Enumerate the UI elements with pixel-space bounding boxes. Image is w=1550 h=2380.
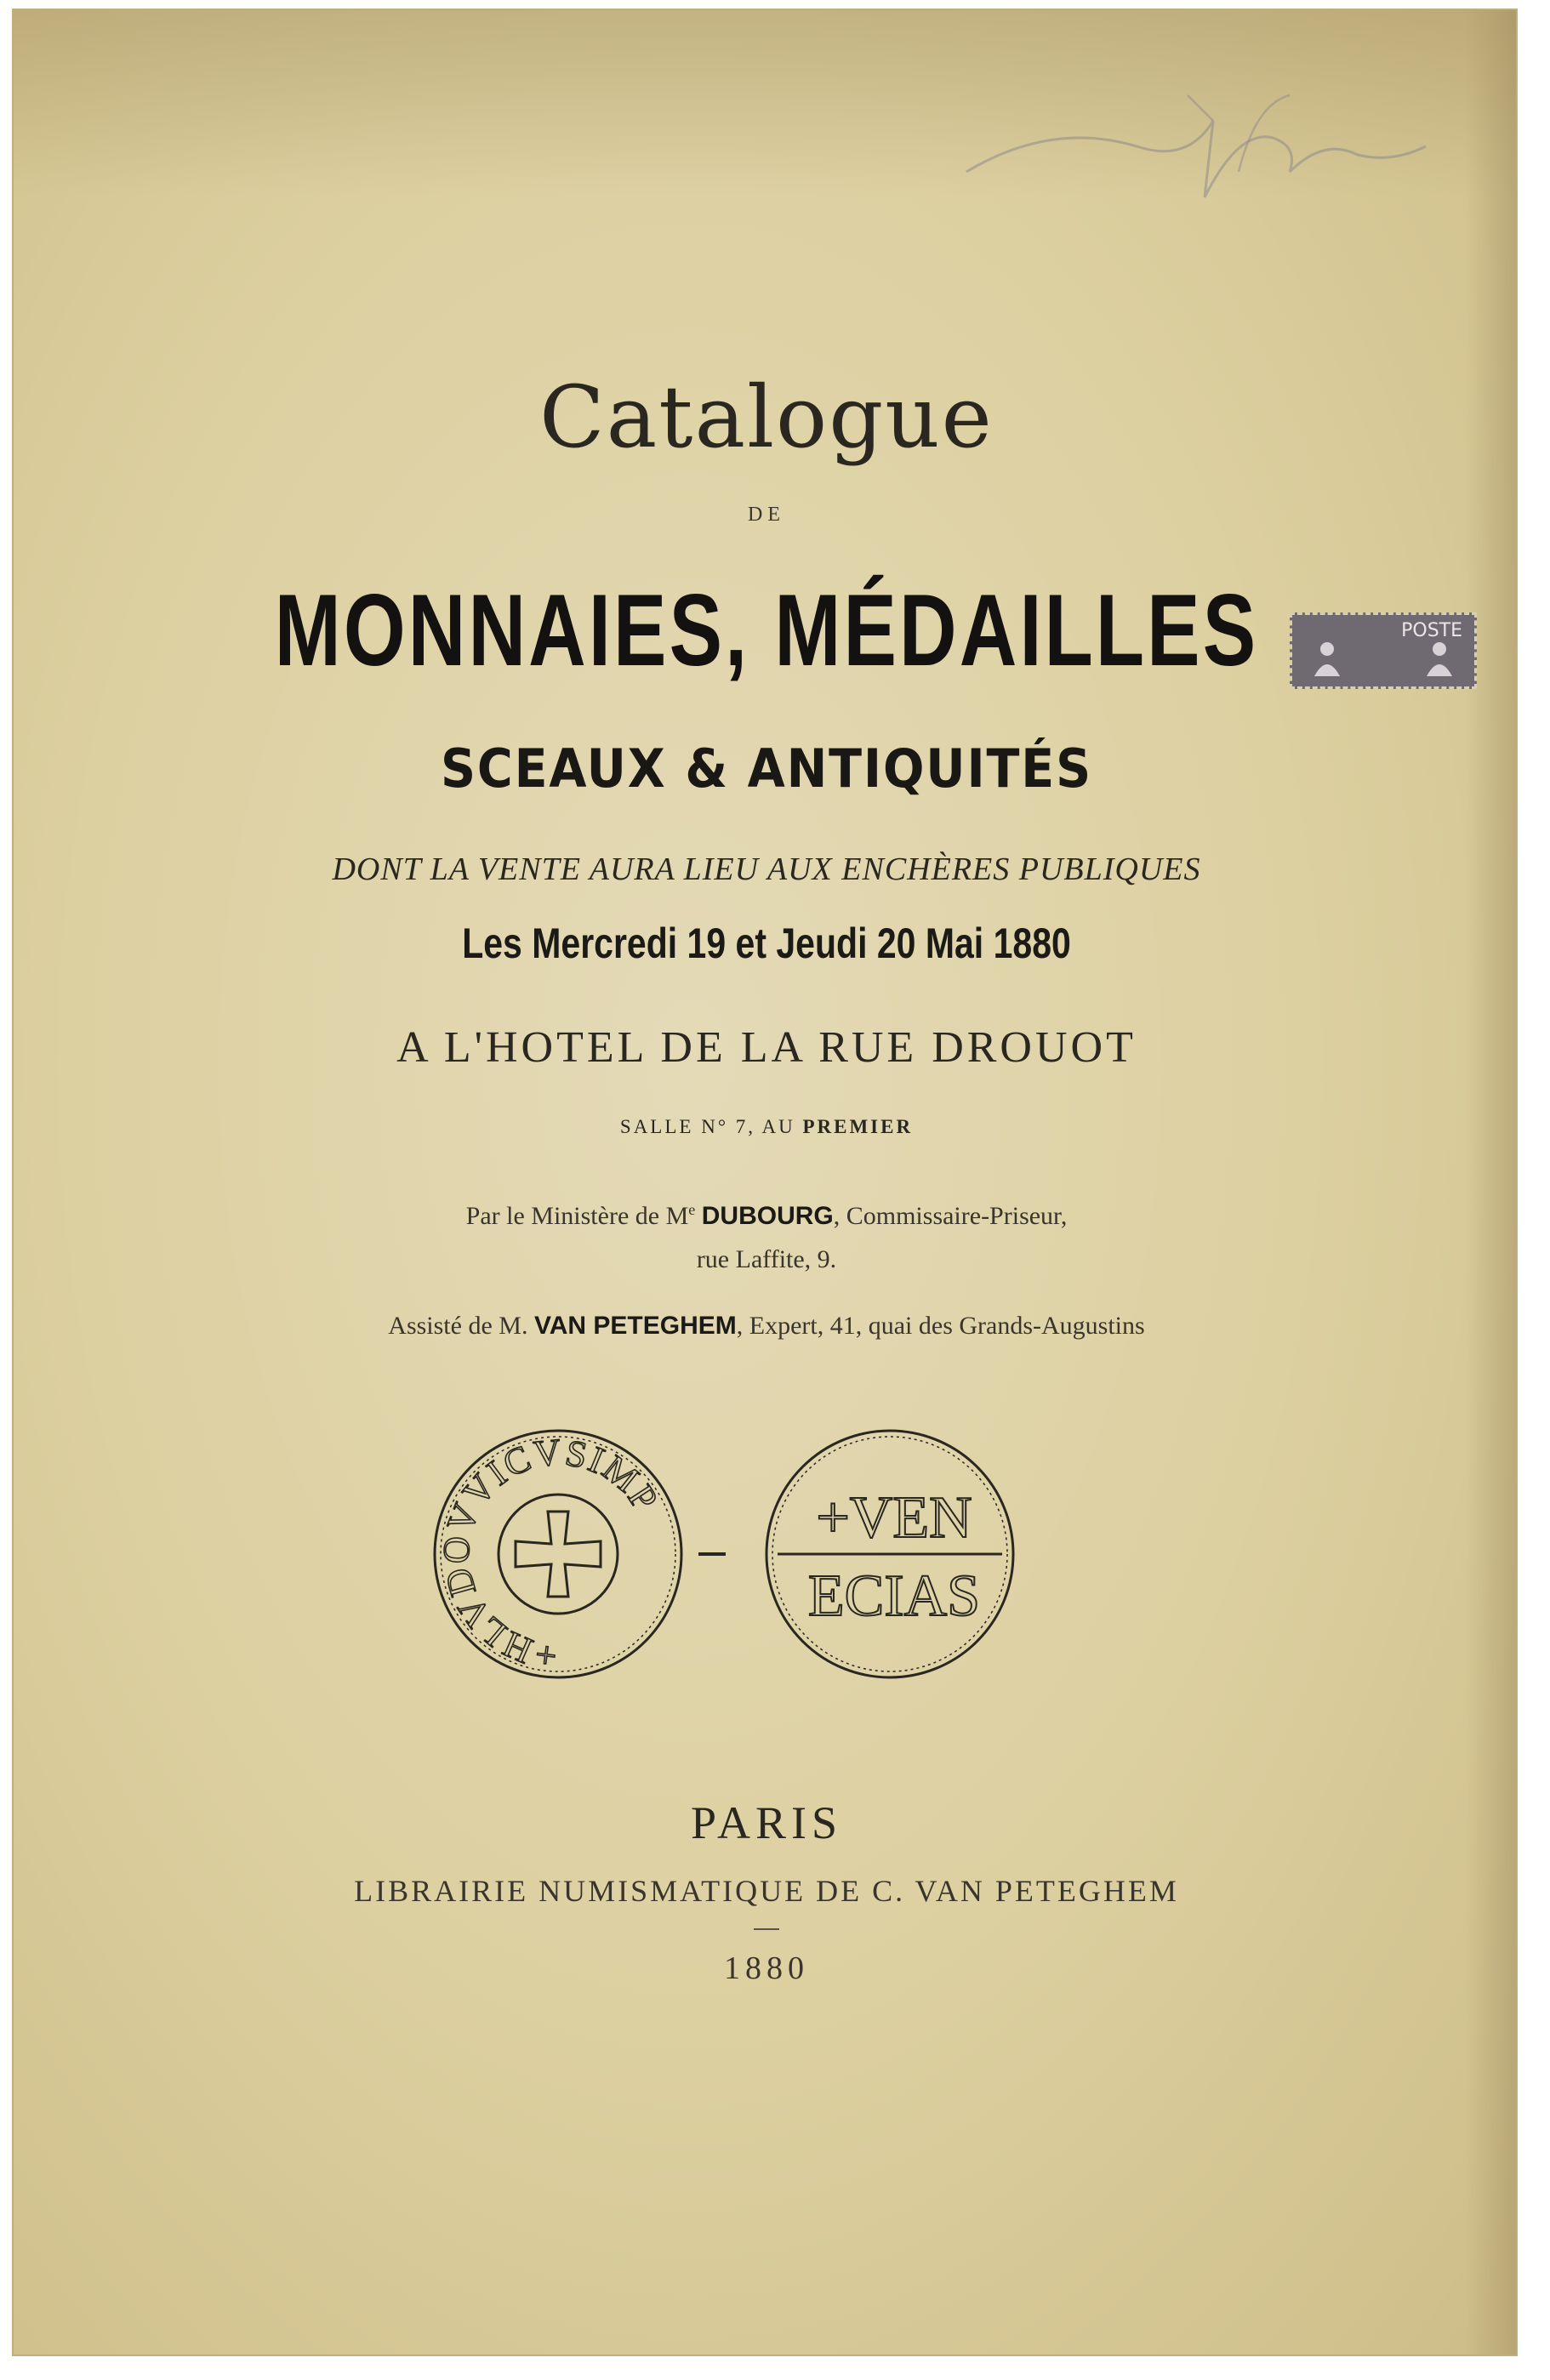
salle-line [14,1116,1518,1138]
coin-obverse [435,1431,681,1677]
auctioneer-name: DUBOURG [701,1202,834,1230]
auctioneer-address: rue Laffite, 9. [696,1245,837,1273]
subtitle: SCEAUX & ANTIQUITÉS [440,737,1093,800]
paper-edge-shading [1465,10,1516,2354]
postage-stamp [1290,612,1477,689]
stamp-label: POSTE [1401,620,1462,641]
sale-line: DONT LA VENTE AURA LIEU AUX ENCHÈRES PUBLIQUES [332,851,1201,887]
handwritten-signature [932,70,1443,240]
coin-reverse-line2: ECIAS [807,1563,981,1629]
year-rule [754,1928,779,1930]
coin-reverse-line1: +VEN [816,1485,972,1551]
title-connector: DE [748,504,785,526]
auctioneer-role: , Commissaire-Priseur, [833,1202,1068,1230]
assiste-prefix: Assisté de M. [388,1312,534,1340]
cross-icon [516,1512,601,1597]
publication-year: 1880 [724,1950,809,1986]
expert-name: VAN PETEGHEM [533,1312,737,1340]
stamp-figure-icon [1420,639,1459,678]
ministere-sup: e [688,1201,696,1218]
coin-reverse [766,1431,1013,1677]
venue: A L'HOTEL DE LA RUE DROUOT [396,1023,1137,1072]
catalogue-title: Catalogue [539,367,994,467]
publisher: LIBRAIRIE NUMISMATIQUE DE C. VAN PETEGHEM [354,1874,1179,1908]
expert-line [14,1312,1518,1341]
stamp-figure-icon [1308,639,1347,678]
salle-floor: PREMIER [802,1116,914,1137]
catalogue-cover [12,9,1518,2356]
publication-city: PARIS [690,1797,843,1848]
main-title: MONNAIES, MÉDAILLES [274,573,1259,687]
salle-prefix: SALLE N° 7, AU [619,1116,803,1137]
expert-details: , Expert, 41, quai des Grands-Augustins [736,1312,1145,1340]
coin-illustration [430,1426,1111,1682]
ministere-prefix: Par le Ministère de M [465,1202,689,1230]
ministere-line [14,1201,1518,1231]
coin-separator [698,1552,726,1556]
coin-obverse-legend: +HLVDOVVICVSIMP [435,1431,667,1677]
sale-dates: Les Mercredi 19 et Jeudi 20 Mai 1880 [462,920,1071,967]
